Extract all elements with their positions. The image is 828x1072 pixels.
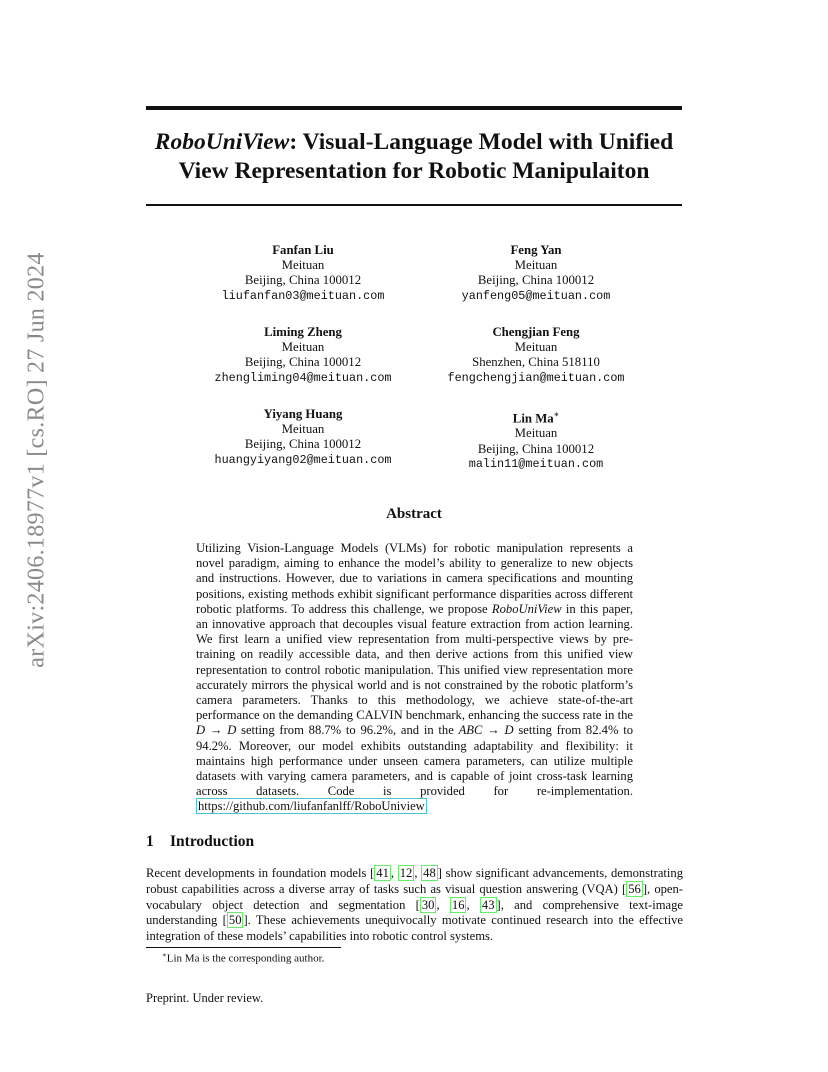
intro-text: ], and comprehensive text-image understanding [ (146, 897, 683, 928)
author-affiliation: Meituan (514, 426, 558, 441)
author-block (178, 325, 428, 386)
author-email[interactable]: zhengliming04@meituan.com (214, 370, 392, 385)
citation-link[interactable]: 48 (423, 866, 436, 880)
code-repository-link[interactable]: https://github.com/liufanfanlff/RoboUniview (198, 799, 425, 814)
abstract-text: Utilizing Vision-Language Models (VLMs) for robotic manipulation represents a novel paradigm, aiming to enhance the model’s ability to generalize to new objects and instructions. However, due to variations in camera specifications and mounting positions, existing methods exhibit significant performance disparities across different robotic platforms. To address this challenge, we propose (196, 541, 633, 616)
author-email[interactable]: fengchengjian@meituan.com (447, 370, 625, 385)
author-name: Fanfan Liu (272, 243, 334, 257)
author-name: Feng Yan (510, 243, 562, 257)
author-affiliation: Meituan (514, 258, 558, 273)
section-title: Introduction (170, 833, 255, 850)
abstract-body (196, 541, 633, 815)
citation-link[interactable]: 30 (421, 897, 435, 912)
title-line2: View Representation for Robotic Manipulaiton (178, 158, 650, 184)
citation-link[interactable]: 56 (628, 881, 641, 896)
corresponding-author-marker[interactable]: ∗ (553, 410, 560, 419)
author-name: Chengjian Feng (492, 325, 580, 339)
paper-title (120, 128, 708, 186)
author-affiliation: Meituan (281, 340, 325, 355)
footnote-marker: ∗ (162, 951, 167, 959)
citation-link[interactable]: 41 (376, 866, 389, 880)
section-heading (146, 833, 254, 851)
title-top-rule (146, 106, 682, 110)
introduction-paragraph: Recent developments in foundation models [ 41 , 12 , 48 ] show significant advancements, demonstrating robust capabilities across a diverse array of tasks such as visual question answering (VQA) [ 56 ], open-vocabulary object detection and segmentation [ 30 , 16 , 43 ], and comprehensive text-image understanding [ 50 ]. These achievements unequivocally motivate continued research into the effective integration of these models’ capabilities into robotic control systems. (146, 866, 684, 944)
author-block (411, 407, 661, 472)
author-location: Beijing, China 100012 (244, 355, 362, 370)
author-name: Lin Ma (512, 411, 554, 426)
citation-link[interactable]: 50 (228, 913, 242, 928)
author-block (411, 243, 661, 304)
author-block (178, 407, 428, 468)
preprint-notice: Preprint. Under review. (146, 991, 264, 1005)
footnote-rule (146, 947, 341, 948)
author-block (411, 325, 661, 386)
abstract-text: setting from 88.7% to 96.2%, and in the (236, 723, 459, 738)
author-location: Beijing, China 100012 (244, 273, 362, 288)
section-number: 1 (146, 833, 154, 850)
abstract-math-setting: ABC → D (458, 723, 514, 738)
arxiv-identifier-stamp: arXiv:2406.18977v1 [cs.RO] 27 Jun 2024 (23, 252, 50, 668)
author-email[interactable]: yanfeng05@meituan.com (461, 288, 611, 303)
author-location: Beijing, China 100012 (244, 437, 362, 452)
abstract-text: in this paper, an innovative approach that decouples visual feature extraction from action learning. We first learn a unified view representation from multi-perspective views by pre-training on readily accessible data, and then derive actions from this unified view representation to control robotic manipulation. This unified view representation more accurately mirrors the physical world and is not constrained by the robotic platform’s camera parameters. Thanks to this methodology, we achieve state-of-the-art performance on the demanding CALVIN benchmark, enhancing the success rate in the (196, 601, 633, 723)
abstract-text: setting from 82.4% to 94.2%. Moreover, our model exhibits outstanding adaptability and flexibility: it maintains high performance under unseen camera parameters, can utilize multiple datasets with varying camera parameters, and is capable of joint cross-task learning across datasets. Code is provided for re-implementation. (196, 723, 633, 799)
footnote-text: Lin Ma is the corresponding author. (166, 952, 325, 965)
author-email[interactable]: liufanfan03@meituan.com (221, 288, 385, 303)
author-affiliation: Meituan (514, 340, 558, 355)
author-location: Beijing, China 100012 (477, 441, 595, 456)
title-method-name: RoboUniView (154, 129, 290, 155)
intro-text: ]. These achievements unequivocally motivate continued research into the effective integration of these models’ capabilities into robotic control systems. (146, 913, 683, 944)
abstract-math-setting: D → D (196, 723, 237, 738)
abstract-method-name: RoboUniView (491, 601, 562, 616)
intro-text: ], open-vocabulary object detection and segmentation [ (146, 881, 684, 912)
author-affiliation: Meituan (281, 422, 325, 437)
title-line1-rest: : Visual-Language Model with Unified (289, 129, 674, 155)
author-location: Shenzhen, China 518110 (472, 355, 600, 370)
citation-link[interactable]: 16 (451, 897, 465, 912)
author-block (178, 243, 428, 304)
author-name-line (411, 407, 661, 426)
author-email[interactable]: huangyiyang02@meituan.com (214, 452, 392, 467)
author-email[interactable]: malin11@meituan.com (468, 456, 604, 471)
abstract-heading: Abstract (386, 506, 442, 522)
intro-text: ] show significant advancements, demonstrating robust capabilities across a diverse array of tasks such as visual question answering (VQA) [ (146, 866, 683, 896)
citation-link[interactable]: 43 (481, 897, 495, 912)
intro-text: Recent developments in foundation models [ (146, 866, 375, 880)
author-name: Yiyang Huang (263, 407, 343, 421)
author-affiliation: Meituan (281, 258, 325, 273)
author-location: Beijing, China 100012 (477, 273, 595, 288)
footnote (162, 951, 324, 965)
title-bottom-rule (146, 204, 682, 206)
citation-link[interactable]: 12 (399, 866, 413, 880)
author-name: Liming Zheng (264, 325, 342, 339)
